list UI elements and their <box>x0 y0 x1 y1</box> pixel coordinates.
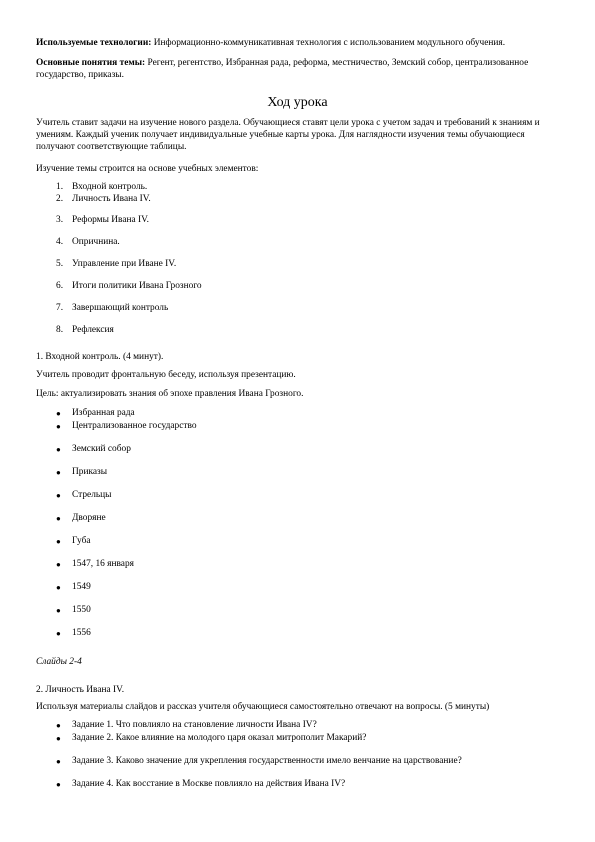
list-item-number: 2. <box>56 194 64 204</box>
bullet-icon: ● <box>56 491 61 500</box>
list-item-text: Приказы <box>72 467 108 477</box>
list-item-text: Личность Ивана IV. <box>72 194 151 204</box>
list-item-number: 5. <box>56 259 64 269</box>
list-item-text: Входной контроль. <box>72 182 148 192</box>
list-item-text: Дворяне <box>72 513 106 523</box>
bullet-icon: ● <box>56 780 61 789</box>
list-item-number: 3. <box>56 215 64 225</box>
list-item-text: Губа <box>72 536 91 546</box>
bullet-icon: ● <box>56 514 61 523</box>
section1-heading: 1. Входной контроль. (4 минут). <box>36 352 164 362</box>
list-item-text: 1547, 16 января <box>72 559 134 569</box>
list-item-text: Завершающий контроль <box>72 303 169 313</box>
section2-text: Используя материалы слайдов и рассказ учителя обучающиеся самостоятельно отвечают на вопросы. (5 минуты) <box>36 702 490 712</box>
bullet-icon: ● <box>56 757 61 766</box>
bullet-icon: ● <box>56 560 61 569</box>
list-item-number: 7. <box>56 303 64 313</box>
intro-paragraph: Учитель ставит задачи на изучение нового раздела. Обучающиеся ставят цели урока с учетом задач и требований к знаниям и умениям. Каждый ученик получает индивидуальные учебные карты урока. Для наглядности изучения темы обучающиеся получают соответствующие таблицы. <box>36 118 540 152</box>
technologies-paragraph <box>36 37 558 49</box>
list-item-text: Задание 1. Что повлияло на становление личности Ивана IV? <box>72 720 317 730</box>
list-item-text: Управление при Иване IV. <box>72 259 177 269</box>
elements-intro: Изучение темы строится на основе учебных элементов: <box>36 164 259 174</box>
bullet-icon: ● <box>56 445 61 454</box>
concepts-label: Основные понятия темы: <box>36 58 146 68</box>
list-item-text: Задание 2. Какое влияние на молодого царя оказал митрополит Макарий? <box>72 733 367 743</box>
list-item-text: 1556 <box>72 628 91 638</box>
technologies-label: Используемые технологии: <box>36 38 152 48</box>
concepts-paragraph <box>36 57 558 81</box>
bullet-icon: ● <box>56 629 61 638</box>
bullet-icon: ● <box>56 537 61 546</box>
list-item-number: 4. <box>56 237 64 247</box>
list-item-text: 1549 <box>72 582 91 592</box>
list-item-text: Централизованное государство <box>72 421 197 431</box>
list-item-text: Задание 4. Как восстание в Москве повлияло на действия Ивана IV? <box>72 779 346 789</box>
section1-text: Учитель проводит фронтальную беседу, используя презентацию. <box>36 370 296 380</box>
list-item-text: Опричнина. <box>72 237 120 247</box>
bullet-icon: ● <box>56 422 61 431</box>
list-item-text: Задание 3. Каково значение для укрепления государственности имело венчание на царствование? <box>72 756 462 766</box>
list-item-text: 1550 <box>72 605 91 615</box>
list-item-text: Стрельцы <box>72 490 112 500</box>
list-item-number: 6. <box>56 281 64 291</box>
concepts-text: Регент, регентство, Избранная рада, реформа, местничество, Земский собор, централизованное государство, приказы. <box>36 58 529 80</box>
list-item-text: Избранная рада <box>72 408 135 418</box>
slides-note: Слайды 2-4 <box>36 657 82 667</box>
list-item-text: Земский собор <box>72 444 131 454</box>
list-item-number: 1. <box>56 182 64 192</box>
bullet-icon: ● <box>56 409 61 418</box>
bullet-icon: ● <box>56 734 61 743</box>
bullet-icon: ● <box>56 468 61 477</box>
bullet-icon: ● <box>56 721 61 730</box>
bullet-icon: ● <box>56 606 61 615</box>
lesson-title: Ход урока <box>267 95 328 110</box>
list-item-number: 8. <box>56 325 64 335</box>
bullet-icon: ● <box>56 583 61 592</box>
section1-goal: Цель: актуализировать знания об эпохе правления Ивана Грозного. <box>36 389 304 399</box>
list-item-text: Итоги политики Ивана Грозного <box>72 281 202 291</box>
section2-heading: 2. Личность Ивана IV. <box>36 685 125 695</box>
list-item-text: Реформы Ивана IV. <box>72 215 150 225</box>
technologies-text: Информационно-коммуникативная технология с использованием модульного обучения. <box>151 38 506 48</box>
list-item-text: Рефлексия <box>72 325 114 335</box>
